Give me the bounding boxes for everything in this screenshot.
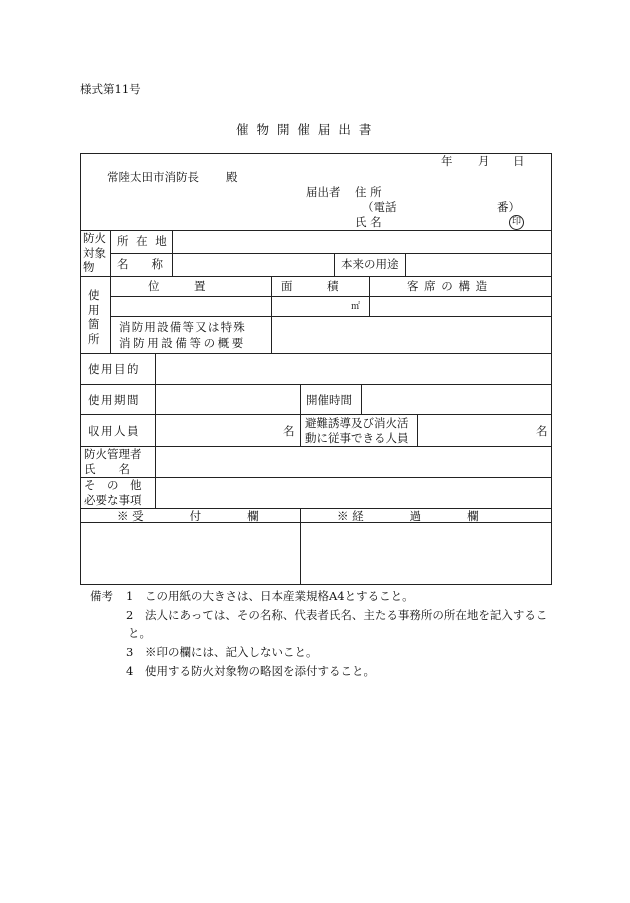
location-label: 所 在 地 [117, 234, 169, 248]
form-title: 催 物 開 催 届 出 書 [236, 122, 374, 137]
note-3-text: ※印の欄には、記入しないこと。 [145, 645, 318, 659]
note-4-text: 使用する防火対象物の略図を添付すること。 [145, 664, 375, 678]
office-divider [300, 508, 301, 585]
location-field[interactable] [173, 231, 550, 252]
evac-unit: 名 [536, 424, 548, 438]
name-label: 氏 名 [355, 215, 382, 229]
period-row-label: 使用期間 [88, 393, 140, 407]
progress-column-label: ※ 経 過 欄 [337, 509, 479, 523]
note-1-number: 1 [126, 589, 134, 603]
facility-name-field[interactable] [173, 254, 333, 275]
rows-mid-divider [300, 384, 301, 447]
form-number: 様式第11号 [80, 82, 141, 96]
seating-field[interactable] [370, 297, 550, 315]
table-right-border [551, 153, 552, 585]
table-left-border [80, 153, 81, 585]
note-2-number: 2 [126, 608, 134, 622]
equipment-label-line2: 消防用設備等の概要 [119, 336, 246, 350]
area-unit: ㎡ [351, 302, 361, 312]
other-label-line1: そ の 他 [84, 478, 142, 492]
table-bottom-border [80, 584, 552, 585]
seal-mark: 印 [509, 215, 524, 230]
reception-column-label: ※ 受 付 欄 [117, 509, 259, 523]
date-month: 月 [478, 154, 490, 168]
facility-label: 防火対象物 [83, 231, 106, 274]
other-matters-field[interactable] [156, 478, 550, 507]
phone-close: 番） [497, 200, 520, 214]
note-2-text: 法人にあっては、その名称、代表者氏名、主たる事務所の所在地を記入するこ [145, 608, 548, 622]
purpose-label: 本来の用途 [341, 257, 399, 271]
position-field[interactable] [111, 297, 270, 315]
date-day: 日 [513, 154, 525, 168]
purpose-field[interactable] [406, 254, 550, 275]
equipment-label-line1: 消防用設備等又は特殊 [119, 320, 246, 334]
purpose-field-input[interactable] [156, 354, 550, 383]
capacity-unit: 名 [283, 424, 295, 438]
phone-open: （電話 [362, 200, 397, 214]
facility-bottom-line [80, 276, 552, 277]
other-label-line2: 必要な事項 [84, 493, 142, 507]
applicant-label: 届出者 [306, 185, 341, 199]
evac-label-line2: 動に従事できる人員 [305, 431, 409, 445]
hours-field[interactable] [362, 385, 550, 413]
name-purpose-divider [334, 253, 335, 277]
facility-label-divider [110, 230, 111, 277]
usage-area-label: 使用箇所 [88, 288, 100, 346]
note-3-number: 3 [126, 645, 134, 659]
note-1-text: この用紙の大きさは、日本産業規格A4とすること。 [145, 589, 414, 603]
address-label: 住 所 [355, 185, 382, 199]
seating-label: 客 席 の 構 造 [407, 279, 489, 293]
date-year: 年 [441, 154, 453, 168]
manager-label-line2: 氏 名 [84, 462, 130, 476]
position-label: 位 置 [148, 279, 206, 293]
note-2-continuation: と。 [128, 626, 151, 640]
note-4-number: 4 [126, 664, 134, 678]
evac-label-line1: 避難誘導及び消火活 [305, 416, 409, 430]
manager-label-line1: 防火管理者 [84, 447, 142, 461]
capacity-field[interactable] [156, 415, 280, 445]
area-label: 面 積 [281, 279, 339, 293]
purpose-row-label: 使用目的 [88, 362, 140, 376]
capacity-row-label: 収用人員 [88, 424, 140, 438]
manager-name-field[interactable] [156, 447, 550, 476]
area-field[interactable] [272, 297, 348, 315]
evac-field[interactable] [418, 415, 533, 445]
equipment-field[interactable] [272, 317, 550, 352]
period-field[interactable] [156, 385, 299, 413]
honorific: 殿 [226, 170, 238, 184]
name-label-facility: 名 称 [117, 257, 163, 271]
hours-label: 開催時間 [306, 393, 352, 407]
addressee: 常陸太田市消防長 [107, 170, 199, 184]
notes-heading: 備考 [90, 589, 113, 603]
